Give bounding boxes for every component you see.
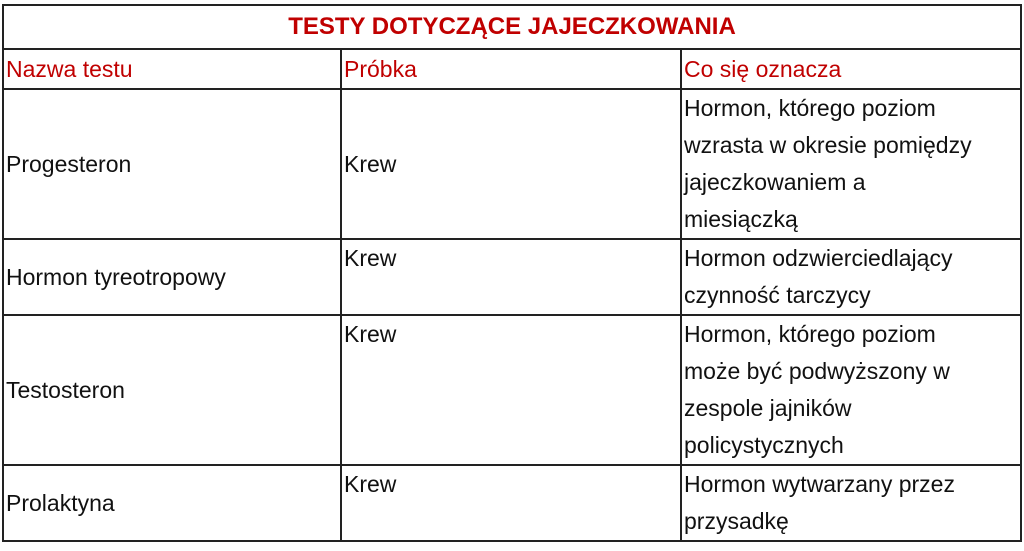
header-sample: Próbka xyxy=(341,49,681,89)
header-name: Nazwa testu xyxy=(3,49,341,89)
test-name: Prolaktyna xyxy=(3,465,341,541)
table-title: TESTY DOTYCZĄCE JAJECZKOWANIA xyxy=(3,5,1021,49)
test-name: Progesteron xyxy=(3,89,341,239)
ovulation-tests-table xyxy=(2,4,1022,542)
test-name: Testosteron xyxy=(3,315,341,465)
meaning-line: jajeczkowaniem a xyxy=(684,169,866,195)
meaning-line: policystycznych xyxy=(684,432,844,458)
meaning-line: Hormon, którego poziom xyxy=(684,321,936,347)
meaning-line: przysadkę xyxy=(684,508,789,534)
test-meaning xyxy=(681,89,1021,239)
test-sample: Krew xyxy=(341,315,681,465)
meaning-line: wzrasta w okresie pomiędzy xyxy=(684,132,972,158)
test-meaning xyxy=(681,465,1021,541)
test-meaning xyxy=(681,315,1021,465)
test-meaning xyxy=(681,239,1021,315)
meaning-line: Hormon odzwierciedlający xyxy=(684,245,953,271)
table-row xyxy=(3,465,1021,541)
header-row xyxy=(3,49,1021,89)
header-meaning: Co się oznacza xyxy=(681,49,1021,89)
test-name: Hormon tyreotropowy xyxy=(3,239,341,315)
meaning-line: miesiączką xyxy=(684,206,798,232)
table-row xyxy=(3,315,1021,465)
meaning-line: Hormon, którego poziom xyxy=(684,95,936,121)
test-sample: Krew xyxy=(341,239,681,315)
table-row xyxy=(3,239,1021,315)
table-row xyxy=(3,89,1021,239)
meaning-line: może być podwyższony w xyxy=(684,358,950,384)
meaning-line: zespole jajników xyxy=(684,395,852,421)
test-sample: Krew xyxy=(341,89,681,239)
meaning-line: Hormon wytwarzany przez xyxy=(684,471,955,497)
meaning-line: czynność tarczycy xyxy=(684,282,871,308)
test-sample: Krew xyxy=(341,465,681,541)
